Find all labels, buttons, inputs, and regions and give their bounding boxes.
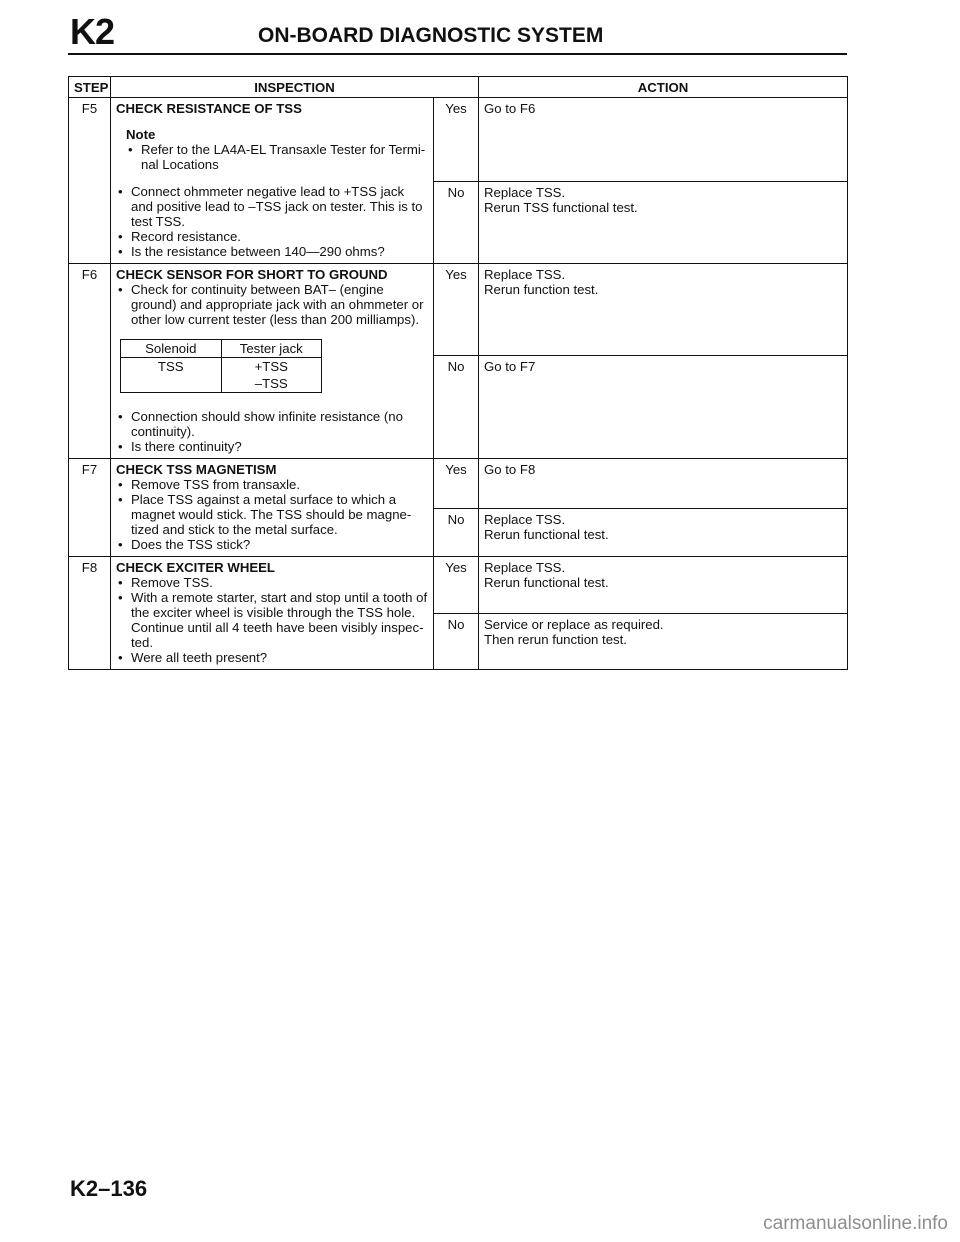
subtable-cell [121,375,222,393]
action-line: Rerun function test. [484,282,599,297]
action-line: Replace TSS. [484,185,566,200]
table-header-row [69,77,848,98]
table-row [69,459,848,509]
answer-yes: Yes [434,557,479,614]
subtable-cell: TSS [121,358,222,376]
action-cell [479,264,848,356]
step-column-header: STEP [69,77,111,98]
step-number: F8 [69,557,111,670]
inspection-item: • Were all teeth present? [116,650,428,665]
diagnostic-table [68,76,848,670]
page-title: ON-BOARD DIAGNOSTIC SYSTEM [258,24,604,47]
watermark: carmanualsonline.info [763,1213,948,1234]
action-cell [479,182,848,264]
action-cell [479,557,848,614]
inspection-item: • Is the resistance between 140—290 ohms? [116,244,428,259]
inspection-item: • Place TSS against a metal surface to which a magnet would stick. The TSS should be magne- tized and stick to the metal surface. [116,492,428,537]
table-row [69,98,848,182]
subtable-cell: +TSS [221,358,322,376]
step-number: F6 [69,264,111,459]
inspection-column-header: INSPECTION [111,77,479,98]
action-line: Rerun functional test. [484,575,609,590]
inspection-item: • Does the TSS stick? [116,537,428,552]
answer-no: No [434,509,479,557]
action-line: Then rerun function test. [484,632,627,647]
page-number: K2–136 [70,1176,148,1201]
inspection-item: • Connect ohmmeter negative lead to +TSS jack and positive lead to –TSS jack on tester. This is to test TSS. [116,184,428,229]
subtable-cell: –TSS [221,375,322,393]
inspection-item: • With a remote starter, start and stop until a tooth of the exciter wheel is visible through the TSS hole. Continue until all 4 teeth have been visibly inspec- ted. [116,590,428,650]
inspection-cell [111,557,434,670]
note-title: Note [126,127,156,142]
answer-yes: Yes [434,264,479,356]
tester-jack-table [120,339,322,393]
inspection-cell [111,264,434,459]
table-row [69,557,848,614]
action-line: Service or replace as required. [484,617,664,632]
step-number: F5 [69,98,111,264]
answer-yes: Yes [434,459,479,509]
action-line: Go to F6 [484,101,536,116]
action-line: Replace TSS. [484,560,566,575]
inspection-cell [111,459,434,557]
check-title: CHECK RESISTANCE OF TSS [116,101,302,116]
subtable-header: Tester jack [221,340,322,358]
action-line: Go to F7 [484,359,536,374]
section-code: K2 [70,11,115,52]
action-line: Rerun TSS functional test. [484,200,638,215]
answer-no: No [434,614,479,670]
action-cell [479,614,848,670]
check-title: CHECK EXCITER WHEEL [116,560,275,575]
inspection-item: • Connection should show infinite resistance (no continuity). [116,409,428,439]
inspection-item: • Remove TSS from transaxle. [116,477,428,492]
check-title: CHECK SENSOR FOR SHORT TO GROUND [116,267,388,282]
action-cell [479,459,848,509]
inspection-item: • Check for continuity between BAT– (engine ground) and appropriate jack with an ohmmeter or other low current tester (less than 200 milliamps). [116,282,428,327]
answer-no: No [434,182,479,264]
header-rule [68,53,847,55]
action-line: Replace TSS. [484,512,566,527]
action-line: Rerun functional test. [484,527,609,542]
step-number: F7 [69,459,111,557]
inspection-item: • Remove TSS. [116,575,428,590]
note-item: • Refer to the LA4A-EL Transaxle Tester for Termi- nal Locations [126,142,428,172]
action-cell [479,356,848,459]
check-title: CHECK TSS MAGNETISM [116,462,277,477]
action-line: Replace TSS. [484,267,566,282]
table-row [69,264,848,356]
inspection-item: • Is there continuity? [116,439,428,454]
action-cell [479,98,848,182]
answer-no: No [434,356,479,459]
inspection-item: • Record resistance. [116,229,428,244]
action-line: Go to F8 [484,462,536,477]
note-block [126,127,428,172]
answer-yes: Yes [434,98,479,182]
subtable-header: Solenoid [121,340,222,358]
action-cell [479,509,848,557]
inspection-cell [111,98,434,264]
action-column-header: ACTION [479,77,848,98]
